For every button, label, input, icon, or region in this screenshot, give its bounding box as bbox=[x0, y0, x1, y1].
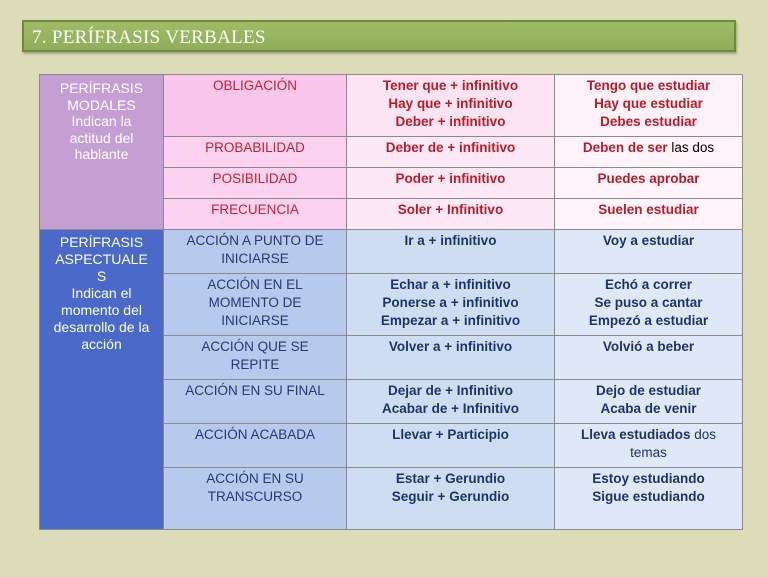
form-line: Deber de + infinitivo bbox=[385, 140, 516, 155]
form-cell bbox=[347, 75, 555, 137]
example-line: Tengo que estudiar bbox=[586, 78, 711, 93]
example-cell bbox=[555, 274, 743, 336]
category-cell bbox=[164, 137, 347, 168]
category-cell bbox=[164, 336, 347, 380]
example-line: Dejo de estudiar bbox=[595, 383, 702, 398]
group-aspectuales bbox=[40, 230, 164, 530]
group-label-line: desarrollo de la bbox=[53, 319, 150, 335]
form-line: Llevar + Participio bbox=[392, 427, 509, 442]
group-label-line: PERÍFRASIS bbox=[59, 80, 144, 96]
example-cell bbox=[555, 137, 743, 168]
example-line: Puedes aprobar bbox=[597, 171, 700, 186]
example-note: dos bbox=[694, 427, 717, 442]
form-line: Volver a + infinitivo bbox=[388, 339, 513, 354]
category-label: MOMENTO DE bbox=[208, 295, 302, 310]
example-line: Hay que estudiar bbox=[594, 96, 703, 111]
example-cell bbox=[555, 468, 743, 530]
form-cell bbox=[347, 230, 555, 274]
form-line: Estar + Gerundio bbox=[395, 471, 506, 486]
form-cell bbox=[347, 336, 555, 380]
group-label-line: Indican la bbox=[71, 113, 132, 129]
group-label-line: hablante bbox=[74, 146, 129, 162]
title-bar bbox=[22, 20, 736, 52]
example-cell bbox=[555, 230, 743, 274]
category-label: INICIARSE bbox=[221, 251, 289, 266]
example-line: Volvió a beber bbox=[602, 339, 695, 354]
example-cell bbox=[555, 75, 743, 137]
form-cell bbox=[347, 424, 555, 468]
group-label-line: ASPECTUALE bbox=[55, 251, 148, 267]
form-line: Deber + infinitivo bbox=[395, 114, 506, 129]
table-row bbox=[40, 75, 743, 137]
form-cell bbox=[347, 380, 555, 424]
form-line: Soler + Infinitivo bbox=[397, 202, 504, 217]
form-line: Seguir + Gerundio bbox=[391, 489, 510, 504]
category-label: ACCIÓN QUE SE bbox=[201, 339, 309, 354]
form-cell bbox=[347, 274, 555, 336]
category-label: PROBABILIDAD bbox=[205, 140, 305, 155]
category-cell bbox=[164, 424, 347, 468]
example-line: Suelen estudiar bbox=[598, 202, 699, 217]
form-line: Tener que + infinitivo bbox=[382, 78, 519, 93]
category-cell bbox=[164, 230, 347, 274]
table-row bbox=[40, 230, 743, 274]
example-line: Acaba de venir bbox=[600, 401, 697, 416]
category-label: ACCIÓN EN SU bbox=[206, 471, 304, 486]
form-line: Acabar de + Infinitivo bbox=[382, 401, 519, 416]
group-label-line: momento del bbox=[61, 302, 142, 318]
page-title: 7. PERÍFRASIS VERBALES bbox=[32, 27, 266, 48]
form-cell bbox=[347, 199, 555, 230]
category-label: INICIARSE bbox=[221, 313, 289, 328]
category-label: TRANSCURSO bbox=[207, 489, 303, 504]
form-line: Ponerse a + infinitivo bbox=[382, 295, 519, 310]
example-cell bbox=[555, 199, 743, 230]
example-note-tail: temas bbox=[630, 445, 667, 460]
example-line: Echó a correr bbox=[604, 277, 693, 292]
example-line: Se puso a cantar bbox=[594, 295, 703, 310]
example-line: Voy a estudiar bbox=[602, 233, 695, 248]
group-label-line: acción bbox=[81, 336, 122, 352]
category-label: ACCIÓN A PUNTO DE bbox=[186, 233, 324, 248]
category-label: ACCIÓN ACABADA bbox=[194, 427, 316, 442]
category-label: ACCIÓN EN EL bbox=[207, 277, 303, 292]
example-line: Debes estudiar bbox=[600, 114, 697, 129]
category-label: FRECUENCIA bbox=[211, 202, 299, 217]
form-cell bbox=[347, 468, 555, 530]
group-label-line: Indican el bbox=[71, 285, 132, 301]
form-cell bbox=[347, 137, 555, 168]
example-line: Empezó a estudiar bbox=[588, 313, 709, 328]
group-label-line: MODALES bbox=[67, 96, 136, 113]
example-line: Deben de ser las dos bbox=[582, 140, 715, 155]
example-line: Estoy estudiando bbox=[592, 471, 705, 486]
form-line: Hay que + infinitivo bbox=[388, 96, 513, 111]
example-line: Lleva estudiados dos bbox=[580, 427, 717, 442]
form-cell bbox=[347, 168, 555, 199]
category-label: REPITE bbox=[230, 357, 280, 372]
group-label-line: actitud del bbox=[69, 129, 134, 146]
category-cell bbox=[164, 274, 347, 336]
category-cell bbox=[164, 75, 347, 137]
example-cell bbox=[555, 380, 743, 424]
example-cell bbox=[555, 424, 743, 468]
category-cell bbox=[164, 380, 347, 424]
category-label: ACCIÓN EN SU FINAL bbox=[185, 383, 325, 398]
example-note: las dos bbox=[671, 140, 715, 155]
form-line: Ir a + infinitivo bbox=[404, 233, 497, 248]
category-cell bbox=[164, 199, 347, 230]
example-cell bbox=[555, 168, 743, 199]
category-label: POSIBILIDAD bbox=[212, 171, 298, 186]
group-label-line: PERÍFRASIS bbox=[59, 234, 144, 250]
periphrasis-table bbox=[39, 74, 743, 530]
form-line: Poder + infinitivo bbox=[395, 171, 506, 186]
example-line: Sigue estudiando bbox=[592, 489, 705, 504]
form-line: Empezar a + infinitivo bbox=[380, 313, 521, 328]
example-cell bbox=[555, 336, 743, 380]
category-label: OBLIGACIÓN bbox=[212, 78, 298, 93]
group-label-line: S bbox=[96, 268, 107, 284]
category-cell bbox=[164, 168, 347, 199]
group-modales bbox=[40, 75, 164, 230]
form-line: Echar a + infinitivo bbox=[390, 277, 511, 292]
form-line: Dejar de + Infinitivo bbox=[388, 383, 513, 398]
category-cell bbox=[164, 468, 347, 530]
